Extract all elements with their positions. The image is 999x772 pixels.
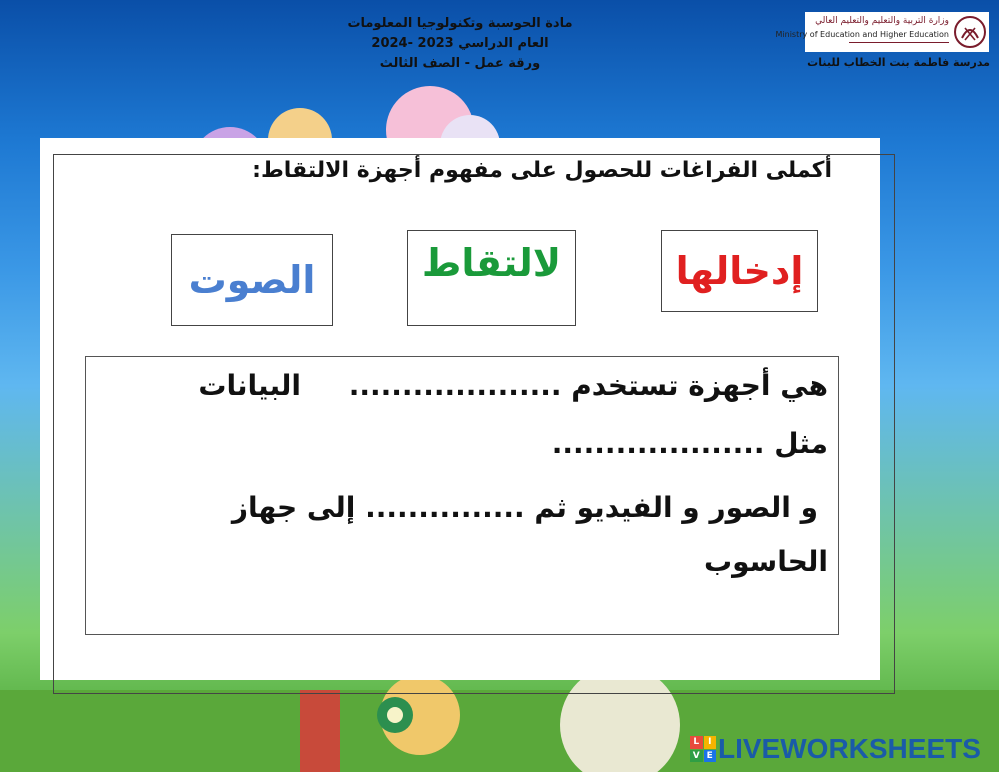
word-card-alsawt[interactable] <box>171 234 333 326</box>
logo-divider <box>849 42 949 43</box>
worksheet-header <box>330 14 590 74</box>
academic-year: العام الدراسي 2023 -2024 <box>371 36 549 51</box>
lw-icon-cell: V <box>690 750 703 763</box>
lw-icon-cell: E <box>704 750 717 763</box>
text-segment: البيانات <box>198 369 301 402</box>
text-segment: إلى جهاز <box>231 491 356 524</box>
lw-icon-cell: I <box>704 736 717 749</box>
ministry-logo <box>775 12 989 52</box>
blank-2[interactable]: .................... <box>551 427 765 460</box>
word-card-liltiqat[interactable] <box>407 230 576 326</box>
liveworksheets-wordmark: LIVEWORKSHEETS <box>718 733 981 764</box>
instruction-text: أكملى الفراغات للحصول على مفهوم أجهزة الالتقاط: <box>252 158 832 183</box>
ministry-name-arabic: وزارة التربية والتعليم والتعليم العالي <box>815 16 949 26</box>
blank-1[interactable]: .................... <box>348 369 562 402</box>
word-card-idkhaluha[interactable] <box>661 230 818 312</box>
blank-3[interactable]: ............... <box>365 491 525 524</box>
paragraph-line-4 <box>704 545 828 578</box>
ministry-name-english: Ministry of Education and Higher Education <box>775 30 949 39</box>
lw-icon-cell: L <box>690 736 703 749</box>
text-segment: الحاسوب <box>703 545 828 578</box>
sheet-title: ورقة عمل - الصف الثالث <box>379 56 541 71</box>
liveworksheets-icon <box>690 736 716 762</box>
word-card-label: إدخالها <box>675 249 804 293</box>
school-name: مدرسة فاطمة بنت الخطاب للبنات <box>807 56 990 69</box>
liveworksheets-brand[interactable] <box>690 732 981 766</box>
paragraph-line-2 <box>552 427 828 460</box>
text-segment: هي أجهزة تستخدم <box>571 369 828 402</box>
text-segment: مثل <box>774 427 828 460</box>
fill-in-paragraph <box>85 356 839 635</box>
paragraph-line-1 <box>198 369 828 402</box>
word-card-label: لالتقاط <box>421 241 562 285</box>
subject-title: مادة الحوسبة وتكنولوجيا المعلومات <box>347 16 573 31</box>
word-card-label: الصوت <box>188 258 316 302</box>
qatar-emblem-icon <box>953 14 987 50</box>
paragraph-line-3 <box>232 491 818 524</box>
text-segment: و الصور و الفيديو ثم <box>534 491 818 524</box>
